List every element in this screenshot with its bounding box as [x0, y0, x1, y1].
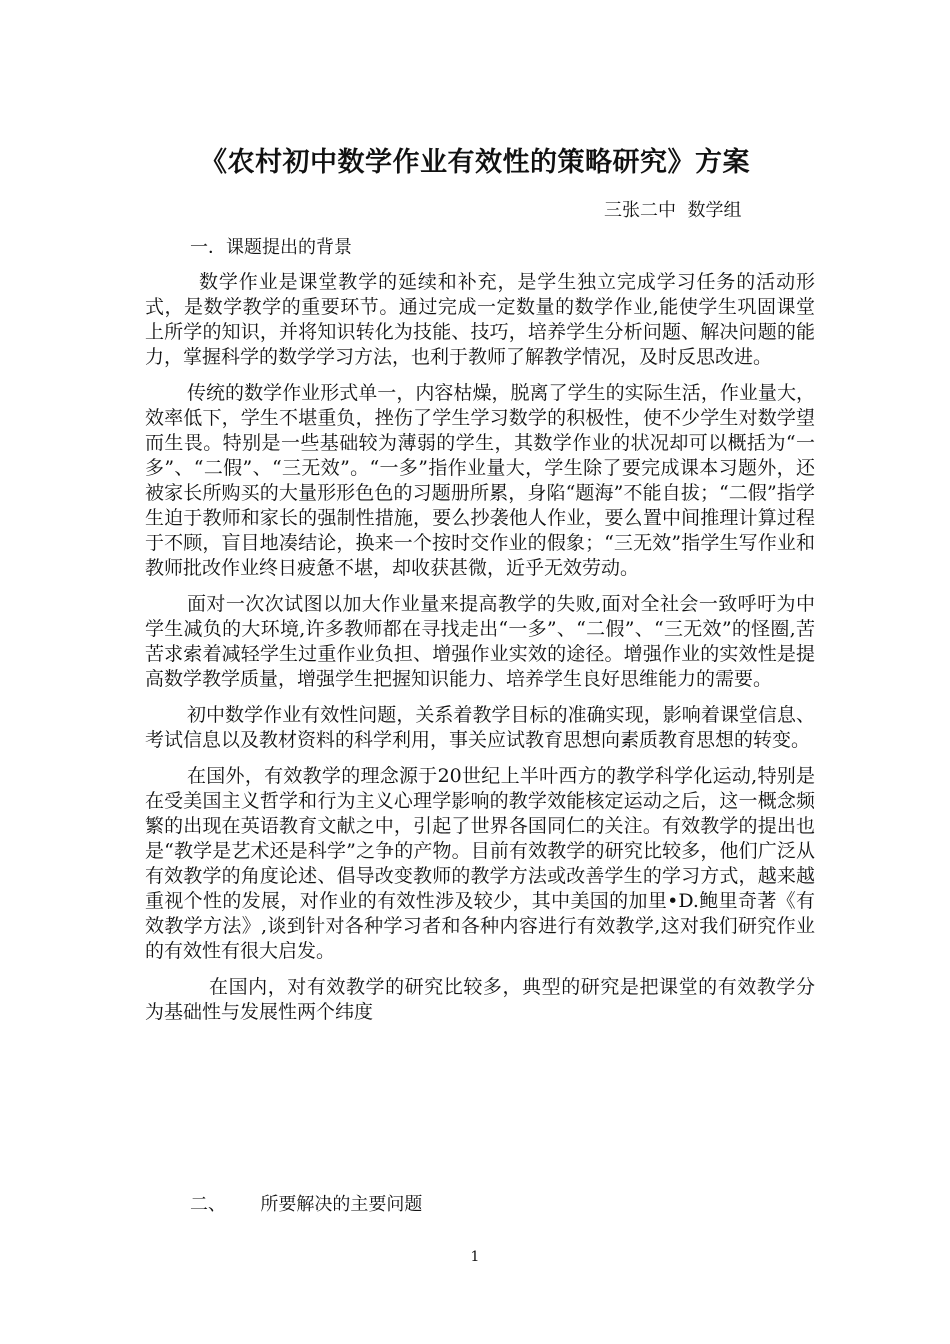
document-author: 三张二中 数学组: [604, 200, 742, 221]
document-title: 《农村初中数学作业有效性的策略研究》方案: [200, 147, 750, 178]
paragraph: 面对一次次试图以加大作业量来提高教学的失败,面对全社会一致呼吁为中学生减负的大环境,许多教师都在寻找走出“一多”、“二假”、“三无效”的怪圈,苦苦求索着减轻学生过重作业负担、增强作业实效的途径。增强作业的实效性是提高数学教学质量，增强学生把握知识能力、培养学生良好思维能力的需要。: [145, 593, 815, 690]
paragraph: 在国外，有效教学的理念源于20世纪上半叶西方的教学科学化运动,特别是在受美国主义哲学和行为主义心理学影响的教学效能核定运动之后，这一概念频繁的出现在英语教育文献之中，引起了世界各国同仁的关注。有效教学的提出也是“教学是艺术还是科学”之争的产物。目前有效教学的研究比较多，他们广泛从有效教学的角度论述、倡导改变教师的教学方法或改善学生的学习方式，越来越重视个性的发展，对作业的有效性涉及较少，其中美国的加里•D.鲍里奇著《有效教学方法》,谈到针对各种学习者和各种内容进行有效教学,这对我们研究作业的有效性有很大启发。: [145, 765, 815, 962]
section-heading-background: 一．课题提出的背景: [190, 237, 352, 258]
paragraph: 在国内，对有效教学的研究比较多，典型的研究是把课堂的有效教学分为基础性与发展性两个纬度: [145, 976, 815, 1023]
section-heading-main-problems: 二、 所要解决的主要问题: [190, 1194, 423, 1215]
page-number: 1: [470, 1249, 480, 1265]
paragraph: 数学作业是课堂教学的延续和补充，是学生独立完成学习任务的活动形式，是数学教学的重要环节。通过完成一定数量的数学作业,能使学生巩固课堂上所学的知识，并将知识转化为技能、技巧，培养学生分析问题、解决问题的能力，掌握科学的数学学习方法，也利于教师了解教学情况，及时反思改进。: [145, 271, 815, 368]
body-text: [145, 270, 815, 1036]
paragraph: 传统的数学作业形式单一，内容枯燥，脱离了学生的实际生活，作业量大，效率低下，学生不堪重负，挫伤了学生学习数学的积极性，使不少学生对数学望而生畏。特别是一些基础较为薄弱的学生，其数学作业的状况却可以概括为“一多”、“二假”、“三无效”。“一多”指作业量大，学生除了要完成课本习题外，还被家长所购买的大量形形色色的习题册所累，身陷“题海”不能自拔；“二假”指学生迫于教师和家长的强制性措施，要么抄袭他人作业，要么置中间推理计算过程于不顾，盲目地凑结论，换来一个按时交作业的假象；“三无效”指学生写作业和教师批改作业终日疲惫不堪，却收获甚微，近乎无效劳动。: [145, 382, 815, 579]
paragraph: 初中数学作业有效性问题，关系着教学目标的准确实现，影响着课堂信息、考试信息以及教材资料的科学利用，事关应试教育思想向素质教育思想的转变。: [145, 704, 815, 751]
